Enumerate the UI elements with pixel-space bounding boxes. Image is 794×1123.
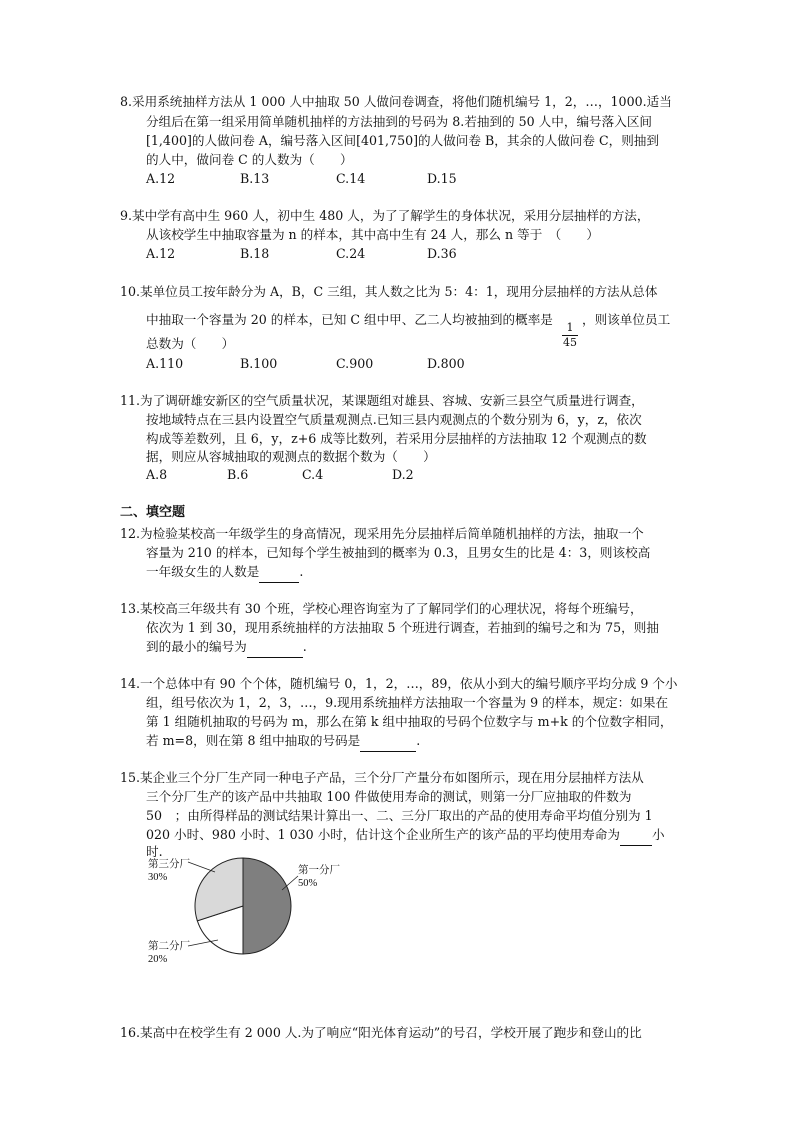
q11-line-2: 按地域特点在三县内设置空气质量观测点.已知三县内观测点的个数分别为 6，y，z，依次	[146, 412, 642, 427]
q10-line-2: 中抽取一个容量为 20 的样本，已知 C 组中甲、乙二人均被抽到的概率是	[146, 312, 553, 327]
q15-line-4-text: 020 小时、980 小时、1 030 小时，估计这个企业所生产的该产品的平均使用寿命为	[146, 827, 620, 842]
q10-line-3: 总数为（ ）	[146, 336, 235, 351]
q13-answer-blank[interactable]	[247, 637, 303, 658]
pie-label-factory-1	[298, 864, 340, 890]
q12-line-3	[146, 562, 303, 583]
q15-line-1: 15.某企业三个分厂生产同一种电子产品，三个分厂产量分布如图所示，现在用分层抽样方法从	[120, 770, 644, 785]
q12-answer-blank[interactable]	[259, 562, 299, 583]
q14-line-3: 第 1 组随机抽取的号码为 m，那么在第 k 组中抽取的号码个位数字与 m+k 的个位数字相同，	[146, 714, 673, 729]
probability-fraction	[560, 322, 580, 349]
q11-option-b[interactable]: B.6	[227, 467, 249, 482]
q9-line-1: 9.某中学有高中生 960 人，初中生 480 人，为了了解学生的身体状况，采用分层抽样的方法，	[120, 208, 650, 223]
q11-option-c[interactable]: C.4	[302, 467, 324, 482]
q15-line-2: 三个分厂生产的该产品中共抽取 100 件做使用寿命的测试，则第一分厂应抽取的件数为	[146, 789, 632, 804]
pie-chart	[140, 850, 340, 970]
q14-answer-blank[interactable]	[360, 731, 416, 752]
leader-line-factory-3	[188, 862, 215, 872]
q8-line-4: 的人中，做问卷 C 的人数为（ ）	[146, 152, 353, 167]
q12-line-2: 容量为 210 的样本，已知每个学生被抽到的概率为 0.3，且男女生的比是 4：3，则该校高	[146, 545, 651, 560]
q8-option-c[interactable]: C.14	[336, 171, 366, 186]
q9-option-c[interactable]: C.24	[336, 246, 366, 261]
q11-line-4: 据，则应从容城抽取的观测点的数据个数为（ ）	[146, 449, 436, 464]
q11-option-d[interactable]: D.2	[392, 467, 414, 482]
pie-label-factory-2	[148, 940, 190, 966]
pie-label-factory-3-name: 第三分厂	[148, 859, 190, 870]
fraction-denominator: 45	[563, 336, 577, 349]
q13-line-3	[146, 637, 307, 658]
q13-line-3-text: 到的最小的编号为	[146, 639, 247, 654]
q15-line-3: 50 ；由所得样品的测试结果计算出一、二、三分厂取出的产品的使用寿命平均值分别为 1	[146, 808, 653, 823]
q13-tail: .	[302, 639, 307, 654]
q9-option-b[interactable]: B.18	[240, 246, 270, 261]
q9-option-a[interactable]: A.12	[146, 246, 176, 261]
q14-line-1: 14.一个总体中有 90 个个体，随机编号 0，1，2，…，89，依从小到大的编号顺序平均分成 9 个小	[120, 676, 678, 691]
q12-line-3-text: 一年级女生的人数是	[146, 564, 260, 579]
q11-line-3: 构成等差数列，且 6，y，z+6 成等比数列，若采用分层抽样的方法抽取 12 个观测点的数	[146, 431, 647, 446]
q15-tail: 小	[651, 827, 665, 842]
pie-slice-factory-1	[243, 858, 291, 954]
pie-label-factory-1-pct: 50%	[298, 878, 318, 889]
pie-label-factory-2-pct: 20%	[148, 954, 168, 965]
q13-line-1: 13.某校高三年级共有 30 个班，学校心理咨询室为了了解同学们的心理状况，将每个班编号，	[120, 601, 643, 616]
pie-label-factory-1-name: 第一分厂	[298, 865, 340, 876]
q8-line-2: 分组后在第一组采用简单随机抽样的方法抽到的号码为 8.若抽到的 50 人中，编号落入区间	[146, 114, 653, 129]
section-heading-fill-in: 二、填空题	[120, 505, 186, 520]
q12-tail: .	[299, 564, 304, 579]
q10-option-c[interactable]: C.900	[336, 356, 374, 371]
q13-line-2: 依次为 1 到 30，现用系统抽样的方法抽取 5 个班进行调查，若抽到的编号之和为 75，则抽	[146, 620, 659, 635]
pie-label-factory-3-pct: 30%	[148, 872, 168, 883]
q8-option-b[interactable]: B.13	[240, 171, 270, 186]
q10-line-2-tail: ，则该单位员工	[582, 312, 671, 327]
q14-line-4	[146, 731, 420, 752]
q16-line-1: 16.某高中在校学生有 2 000 人.为了响应“阳光体育运动”的号召，学校开展了跑步和登山的比	[120, 1025, 642, 1040]
q10-option-a[interactable]: A.110	[146, 356, 184, 371]
pie-label-factory-3	[148, 858, 190, 884]
q8-option-a[interactable]: A.12	[146, 171, 176, 186]
q15-line-4	[146, 825, 665, 846]
fraction-numerator: 1	[566, 321, 574, 334]
q15-answer-blank[interactable]	[620, 825, 652, 846]
q9-line-2: 从该校学生中抽取容量为 n 的样本，其中高中生有 24 人，那么 n 等于 （ ）	[146, 227, 599, 242]
q10-option-b[interactable]: B.100	[240, 356, 278, 371]
q8-line-1: 8.采用系统抽样方法从 1 000 人中抽取 50 人做问卷调查，将他们随机编号 1，2，…，1000.适当	[120, 94, 672, 109]
q14-line-4-text: 若 m=8，则在第 8 组中抽取的号码是	[146, 733, 361, 748]
q15-line-5: 时.	[146, 844, 163, 859]
q10-line-1: 10.某单位员工按年龄分为 A，B，C 三组，其人数之比为 5：4：1，现用分层抽样的方法从总体	[120, 284, 658, 299]
q11-line-1: 11.为了调研雄安新区的空气质量状况，某课题组对雄县、容城、安新三县空气质量进行调查，	[120, 393, 644, 408]
q14-line-2: 组，组号依次为 1，2，3，…，9.现用系统抽样方法抽取一个容量为 9 的样本，规定：如果在	[146, 695, 669, 710]
pie-label-factory-2-name: 第二分厂	[148, 941, 190, 952]
q9-option-d[interactable]: D.36	[427, 246, 457, 261]
q12-line-1: 12.为检验某校高一年级学生的身高情况，现采用先分层抽样后简单随机抽样的方法，抽取一个	[120, 526, 644, 541]
q8-option-d[interactable]: D.15	[427, 171, 457, 186]
q10-option-d[interactable]: D.800	[427, 356, 465, 371]
q11-option-a[interactable]: A.8	[146, 467, 168, 482]
q14-tail: .	[416, 733, 421, 748]
q8-line-3: [1,400]的人做问卷 A，编号落入区间[401,750]的人做问卷 B，其余的人做问卷 C，则抽到	[146, 133, 659, 148]
